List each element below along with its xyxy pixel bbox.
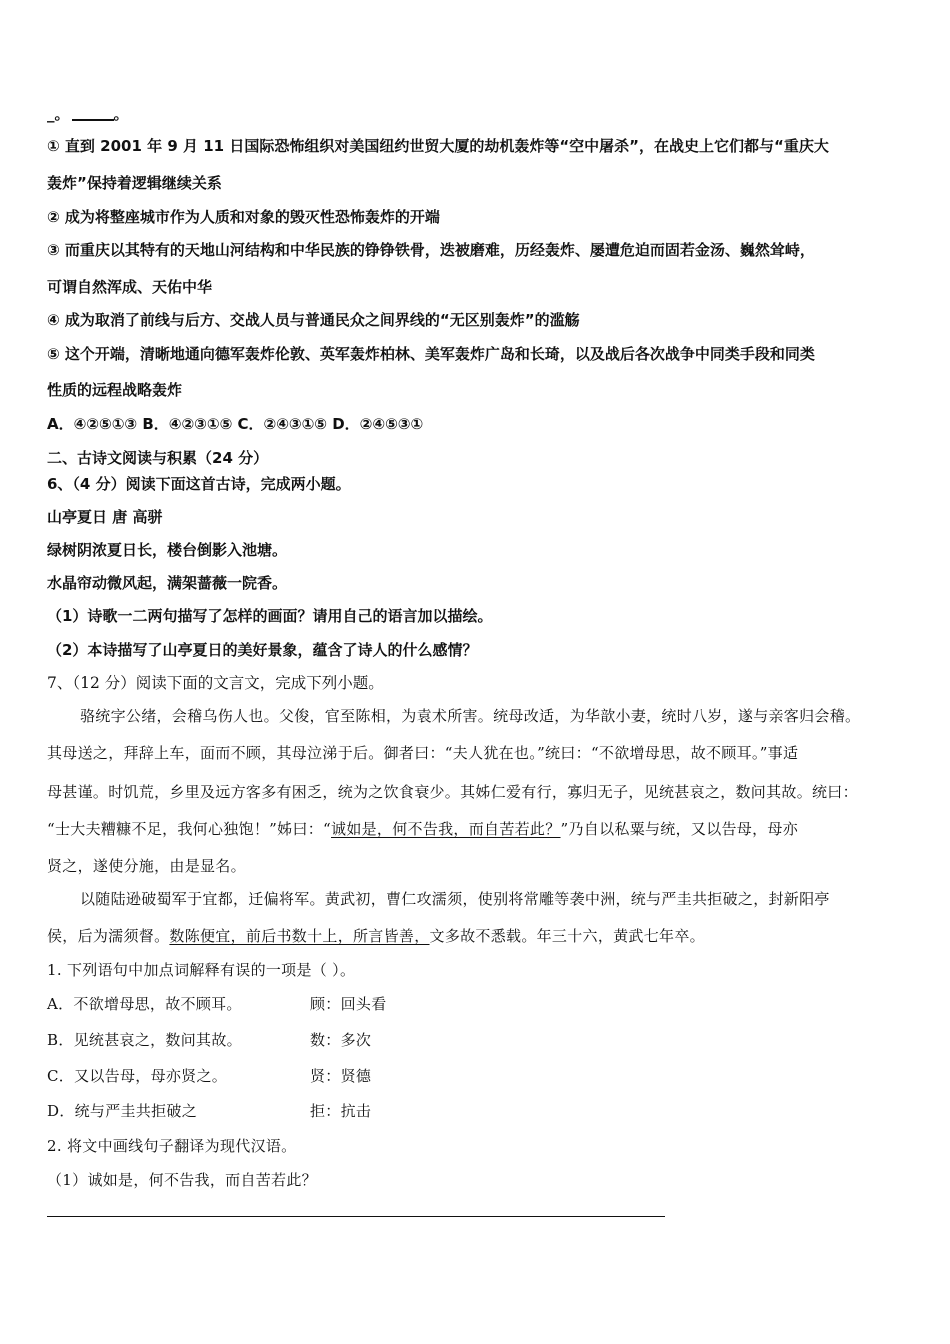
- poem-title: 山亭夏日 唐 高骈: [47, 508, 163, 526]
- answer-options: A．④②⑤①③ B．④②③①⑤ C．②④③①⑤ D．②④⑤③①: [47, 415, 424, 433]
- tail-text: _。: [47, 105, 70, 123]
- underlined-sentence-1: 诚如是，何不告我，而自苦若此？: [331, 820, 561, 838]
- option-a-sentence: A．不欲增母思，故不顾耳。: [47, 995, 242, 1013]
- passage-p1-line-2: 其母送之，拜辞上车，面而不顾，其母泣涕于后。御者曰：“夫人犹在也。”统曰：“不欲增母思，故不顾耳。”事适: [47, 744, 799, 762]
- passage-p2-line-2: [47, 926, 705, 946]
- option-b: [47, 1030, 372, 1050]
- sub-question-1: 1. 下列语句中加点词解释有误的一项是（ ）。: [47, 961, 356, 979]
- underlined-sentence-2: 数陈便宜，前后书数十上，所言皆善，: [169, 927, 430, 945]
- previous-question-tail: [47, 104, 129, 124]
- sub-question-2-1: （1）诚如是，何不告我，而自苦若此？: [47, 1171, 317, 1189]
- choice-2: ② 成为将整座城市作为人质和对象的毁灭性恐怖轰炸的开端: [47, 208, 440, 226]
- choice-1-line-2: 轰炸”保持着逻辑继续关系: [47, 174, 222, 192]
- passage-p1-line-5: 贤之，遂使分施，由是显名。: [47, 857, 246, 875]
- passage-p1-line-3: 母甚谨。时饥荒，乡里及远方客多有困乏，统为之饮食衰少。其姊仁爱有行，寡归无子，见统甚哀之，数问其故。统曰：: [47, 783, 858, 801]
- choice-4: ④ 成为取消了前线与后方、交战人员与普通民众之间界线的“无区别轰炸”的滥觞: [47, 311, 580, 329]
- option-c: [47, 1066, 372, 1086]
- option-b-gloss: 数：多次: [310, 1031, 372, 1049]
- option-a: [47, 994, 387, 1014]
- tail-end: 。: [113, 105, 129, 123]
- answer-blank: [72, 109, 114, 121]
- question-6-2: （2）本诗描写了山亭夏日的美好景象，蕴含了诗人的什么感情？: [47, 641, 478, 659]
- option-d: [47, 1101, 372, 1121]
- choice-1-line-1: ① 直到 2001 年 9 月 11 日国际恐怖组织对美国纽约世贸大厦的劫机轰炸等“空中屠杀”，在战史上它们都与“重庆大: [47, 137, 829, 155]
- p2b-pre: 侯，后为濡须督。: [47, 927, 170, 945]
- option-c-sentence: C．又以告母，母亦贤之。: [47, 1067, 228, 1085]
- question-6-1: （1）诗歌一二两句描写了怎样的画面？请用自己的语言加以描绘。: [47, 607, 493, 625]
- option-d-gloss: 拒：抗击: [310, 1102, 372, 1120]
- poem-line-1: 绿树阴浓夏日长，楼台倒影入池塘。: [47, 541, 288, 559]
- p1d-pre: “士大夫糟糠不足，我何心独饱！”姊曰：“: [47, 820, 332, 838]
- option-a-gloss: 顾：回头看: [310, 995, 387, 1013]
- choice-3-line-2: 可谓自然浑成、天佑中华: [47, 278, 213, 296]
- question-6-heading: 6、（4 分）阅读下面这首古诗，完成两小题。: [47, 475, 351, 493]
- option-b-sentence: B．见统甚哀之，数问其故。: [47, 1031, 242, 1049]
- answer-line[interactable]: [47, 1216, 665, 1217]
- choice-5-line-2: 性质的远程战略轰炸: [47, 381, 183, 399]
- option-c-gloss: 贤：贤德: [310, 1067, 372, 1085]
- sub-question-2: 2. 将文中画线句子翻译为现代汉语。: [47, 1137, 297, 1155]
- choice-3-line-1: ③ 而重庆以其特有的天地山河结构和中华民族的铮铮铁骨，迭被磨难，历经轰炸、屡遭危迫而固若金汤、巍然耸峙，: [47, 241, 815, 259]
- option-d-sentence: D．统与严圭共拒破之: [47, 1102, 198, 1120]
- section-heading: 二、古诗文阅读与积累（24 分）: [47, 449, 269, 467]
- poem-line-2: 水晶帘动微风起，满架蔷薇一院香。: [47, 574, 288, 592]
- passage-p1-line-1: 骆统字公绪，会稽乌伤人也。父俊，官至陈相，为袁术所害。统母改适，为华歆小妻，统时八岁，遂与亲客归会稽。: [80, 707, 861, 725]
- choice-5-line-1: ⑤ 这个开端，清晰地通向德军轰炸伦敦、英军轰炸柏林、美军轰炸广岛和长琦，以及战后各次战争中同类手段和同类: [47, 345, 815, 363]
- passage-p1-line-4: [47, 819, 798, 839]
- question-7-heading: 7、（12 分）阅读下面的文言文，完成下列小题。: [47, 674, 384, 692]
- p1d-post: ”乃自以私粟与统，又以告母，母亦: [560, 820, 799, 838]
- passage-p2-line-1: 以随陆逊破蜀军于宜都，迁偏将军。黄武初，曹仁攻濡须，使别将常雕等袭中洲，统与严圭共拒破之，封新阳亭: [80, 890, 830, 908]
- p2b-post: 文多故不悉载。年三十六，黄武七年卒。: [429, 927, 705, 945]
